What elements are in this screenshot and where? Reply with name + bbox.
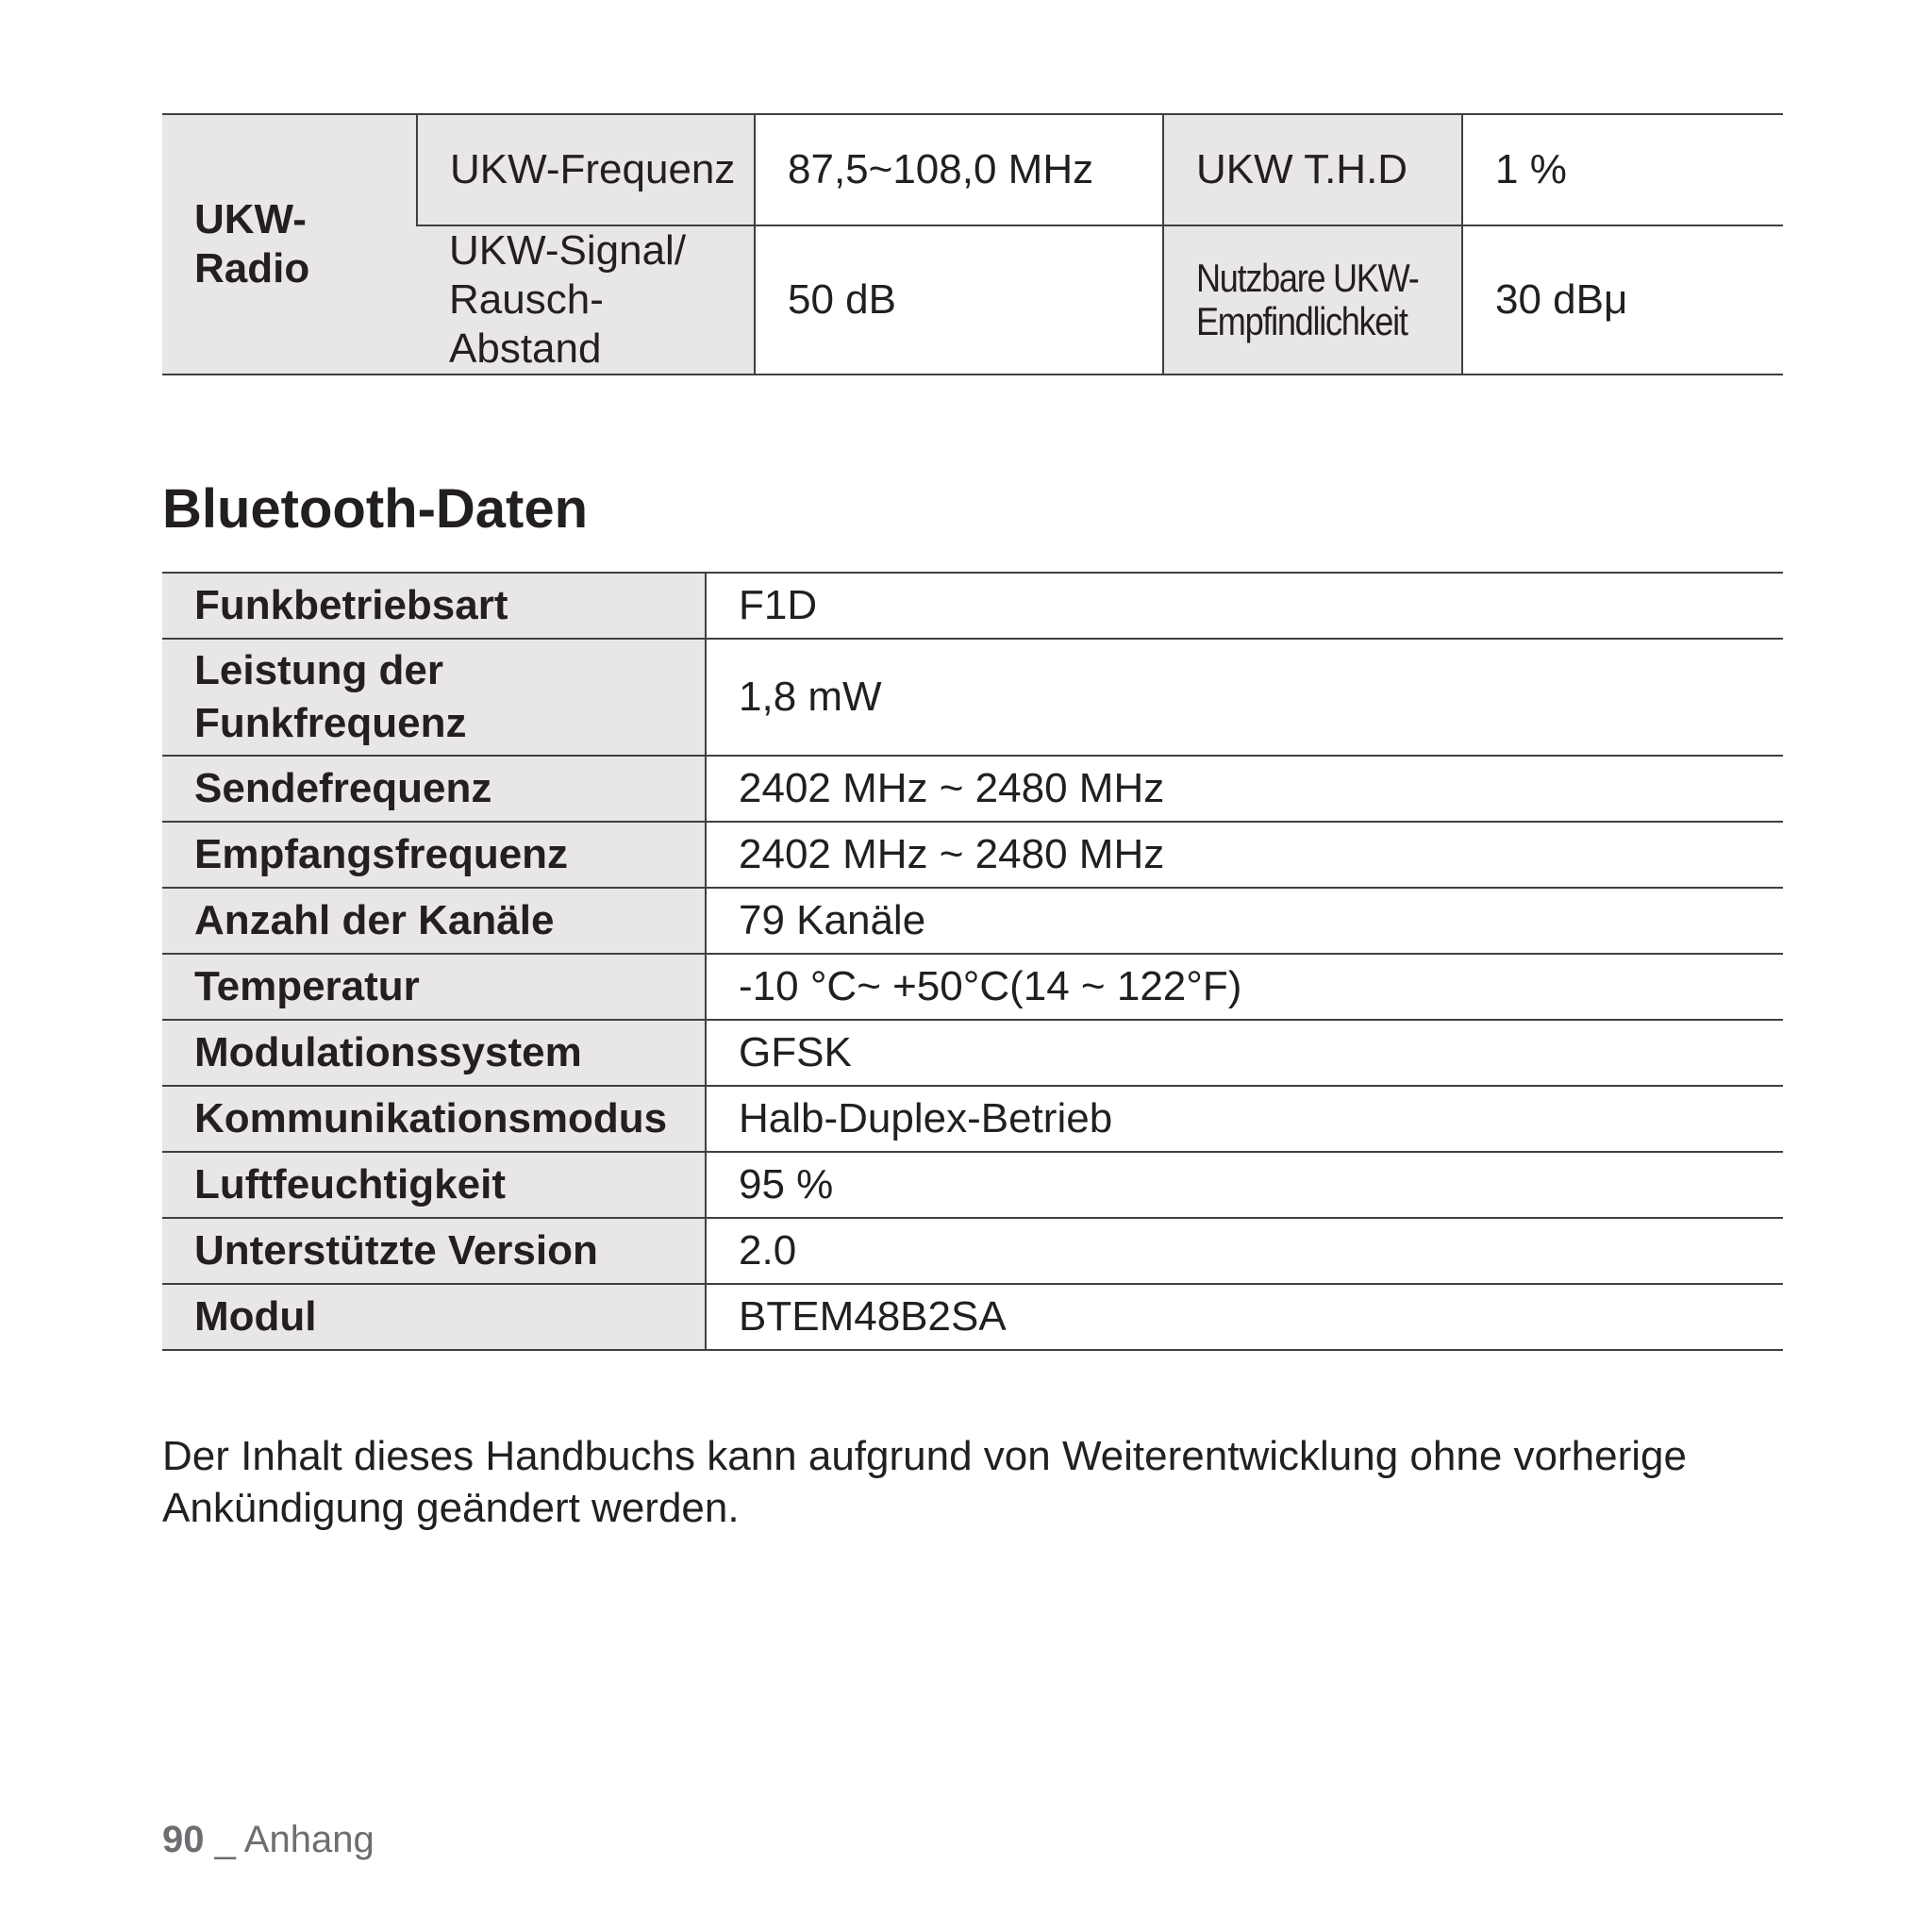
spec-key: Anzahl der Kanäle	[162, 888, 706, 954]
spec-value: BTEM48B2SA	[706, 1284, 1783, 1350]
table-row	[162, 1020, 1783, 1086]
section-title: Bluetooth-Daten	[162, 478, 589, 540]
table-row	[162, 954, 1783, 1020]
table-row	[162, 756, 1783, 822]
spec-value: -10 °C~ +50°C(14 ~ 122°F)	[706, 954, 1783, 1020]
spec-value: 1 %	[1462, 114, 1783, 225]
spec-label: UKW-Signal/ Rausch-Abstand	[417, 225, 755, 375]
spec-key: Funkbetriebsart	[162, 573, 706, 639]
spec-value: 30 dBμ	[1462, 225, 1783, 375]
spec-label: UKW T.H.D	[1163, 114, 1462, 225]
footer-section: Anhang	[243, 1819, 375, 1860]
page-number: 90	[162, 1819, 205, 1860]
spec-value: 50 dB	[755, 225, 1163, 375]
spec-value: 87,5~108,0 MHz	[755, 114, 1163, 225]
manual-page	[162, 113, 1783, 1534]
bluetooth-table	[162, 572, 1783, 1351]
disclaimer-note: Der Inhalt dieses Handbuchs kann aufgrund von Weiterentwicklung ohne vorherige Ankündigung geändert werden.	[162, 1433, 1687, 1531]
spec-value: F1D	[706, 573, 1783, 639]
ukw-radio-table	[162, 113, 1783, 375]
spec-value: 1,8 mW	[706, 639, 1783, 756]
spec-key: Modulationssystem	[162, 1020, 706, 1086]
table-row	[162, 1152, 1783, 1218]
table-row	[162, 1284, 1783, 1350]
spec-value: 79 Kanäle	[706, 888, 1783, 954]
table-row	[162, 639, 1783, 756]
table-row	[162, 822, 1783, 888]
page-footer	[162, 1819, 375, 1861]
spec-label-text: Nutzbare UKW-Empfindlichkeit	[1196, 256, 1419, 343]
spec-key: Leistung der Funkfrequenz	[162, 639, 706, 756]
spec-value: GFSK	[706, 1020, 1783, 1086]
table-row	[162, 114, 1783, 225]
bluetooth-table-body	[162, 573, 1783, 1350]
table-row	[162, 888, 1783, 954]
spec-key: Kommunikationsmodus	[162, 1086, 706, 1152]
spec-key: Temperatur	[162, 954, 706, 1020]
spec-key: Empfangsfrequenz	[162, 822, 706, 888]
spec-key: Unterstützte Version	[162, 1218, 706, 1284]
table-row	[162, 1086, 1783, 1152]
spec-value: 2402 MHz ~ 2480 MHz	[706, 756, 1783, 822]
spec-value: 95 %	[706, 1152, 1783, 1218]
spec-value: 2.0	[706, 1218, 1783, 1284]
spec-label: UKW-Frequenz	[417, 114, 755, 225]
table-row	[162, 1218, 1783, 1284]
spec-key: Luftfeuchtigkeit	[162, 1152, 706, 1218]
ukw-group-label: UKW-Radio	[162, 114, 417, 375]
spec-label	[1163, 225, 1462, 375]
spec-key: Modul	[162, 1284, 706, 1350]
footer-separator: _	[214, 1819, 236, 1860]
spec-value: 2402 MHz ~ 2480 MHz	[706, 822, 1783, 888]
spec-key: Sendefrequenz	[162, 756, 706, 822]
spec-value: Halb-Duplex-Betrieb	[706, 1086, 1783, 1152]
table-row	[162, 573, 1783, 639]
